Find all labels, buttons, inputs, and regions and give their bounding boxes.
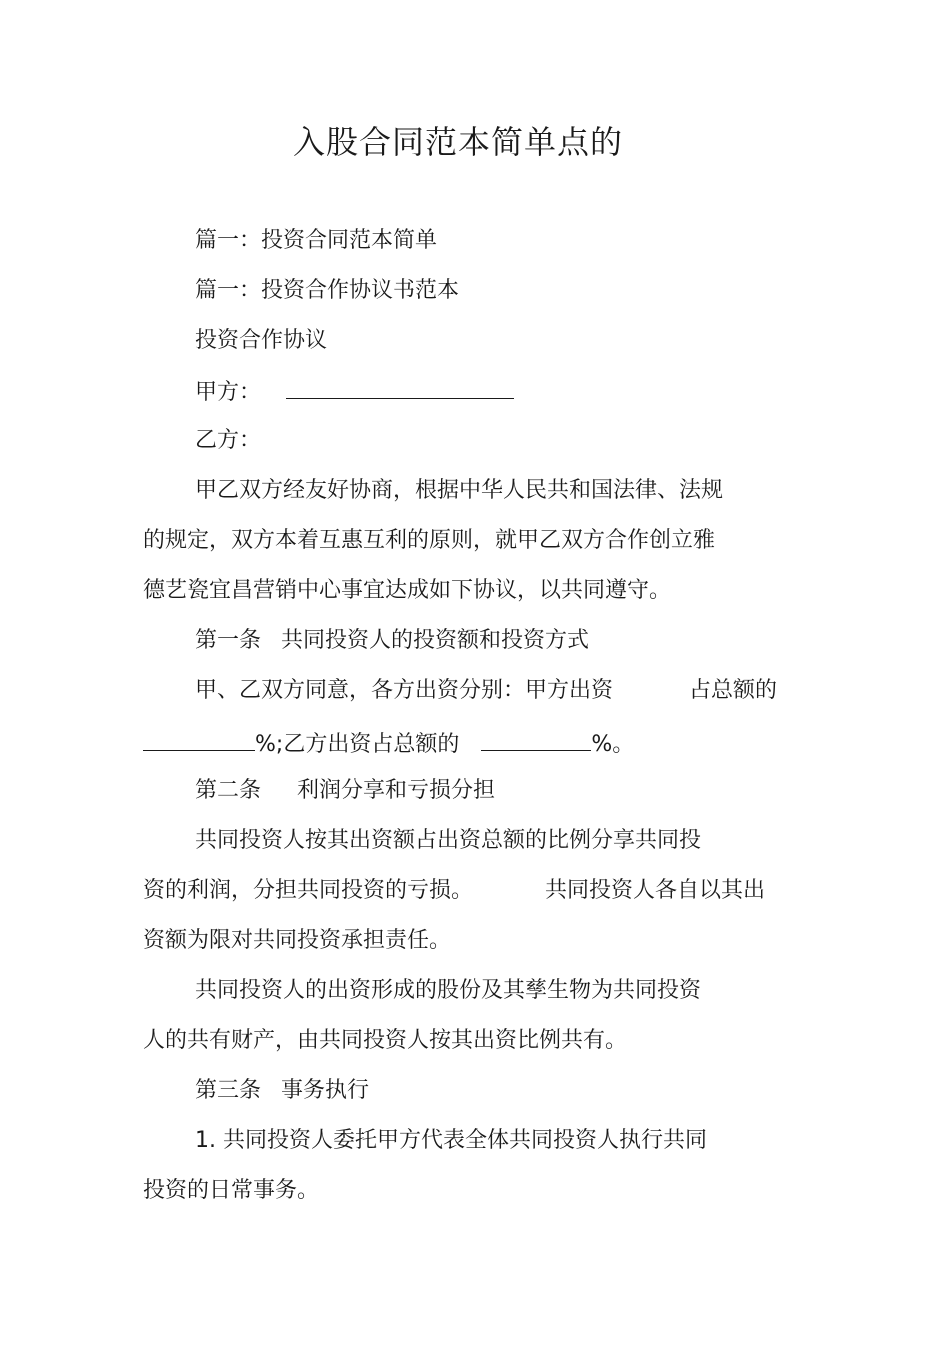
paragraph-line: 人的共有财产，由共同投资人按其出资比例共有。: [143, 1028, 628, 1053]
party-a-line: [195, 376, 514, 408]
text-segment: %。: [591, 732, 635, 757]
article-title: 利润分享和亏损分担: [297, 778, 496, 803]
article-title: 共同投资人的投资额和投资方式: [281, 628, 590, 653]
paragraph-line: 的规定，双方本着互惠互利的原则，就甲乙双方合作创立雅: [143, 528, 716, 553]
paragraph-line: 德艺瓷宜昌营销中心事宜达成如下协议，以共同遵守。: [143, 578, 672, 603]
document-title: 入股合同范本简单点的: [292, 123, 623, 161]
article-number: 第二条: [195, 778, 262, 803]
article-number: 第三条: [195, 1078, 262, 1103]
paragraph-line: 1. 共同投资人委托甲方代表全体共同投资人执行共同: [195, 1128, 707, 1153]
article-three-heading: [195, 1076, 369, 1106]
party-a-percent-blank: [143, 728, 255, 751]
paragraph-line: 投资的日常事务。: [143, 1178, 320, 1203]
article-two-heading: [195, 776, 495, 806]
party-a-blank: [286, 376, 514, 399]
text-segment: 资的利润，分担共同投资的亏损。: [143, 878, 474, 903]
text-segment: 共同投资人各自以其出: [545, 878, 766, 903]
paragraph-line: 资额为限对共同投资承担责任。: [143, 928, 452, 953]
article-number: 第一条: [195, 628, 262, 653]
article-title: 事务执行: [281, 1078, 370, 1103]
heading-part-one-sub: 篇一：投资合作协议书范本: [195, 278, 460, 303]
text-segment: 甲、乙双方同意，各方出资分别：甲方出资: [195, 678, 614, 703]
party-b-percent-blank: [481, 728, 591, 751]
paragraph-line: [143, 728, 634, 760]
paragraph-line: [143, 876, 765, 906]
party-b-label: 乙方：: [195, 428, 262, 453]
paragraph-line: 甲乙双方经友好协商，根据中华人民共和国法律、法规: [195, 478, 724, 503]
text-segment: 占总额的: [689, 678, 778, 703]
paragraph-line: 共同投资人的出资形成的股份及其孳生物为共同投资: [195, 978, 702, 1003]
paragraph-line: 共同投资人按其出资额占出资总额的比例分享共同投: [195, 828, 702, 853]
party-a-label: 甲方：: [195, 380, 262, 405]
agreement-name: 投资合作协议: [195, 328, 328, 353]
article-one-heading: [195, 626, 589, 656]
heading-part-one: 篇一：投资合同范本简单: [195, 228, 438, 253]
text-segment: %;乙方出资占总额的: [255, 732, 460, 757]
paragraph-line: [195, 676, 777, 706]
